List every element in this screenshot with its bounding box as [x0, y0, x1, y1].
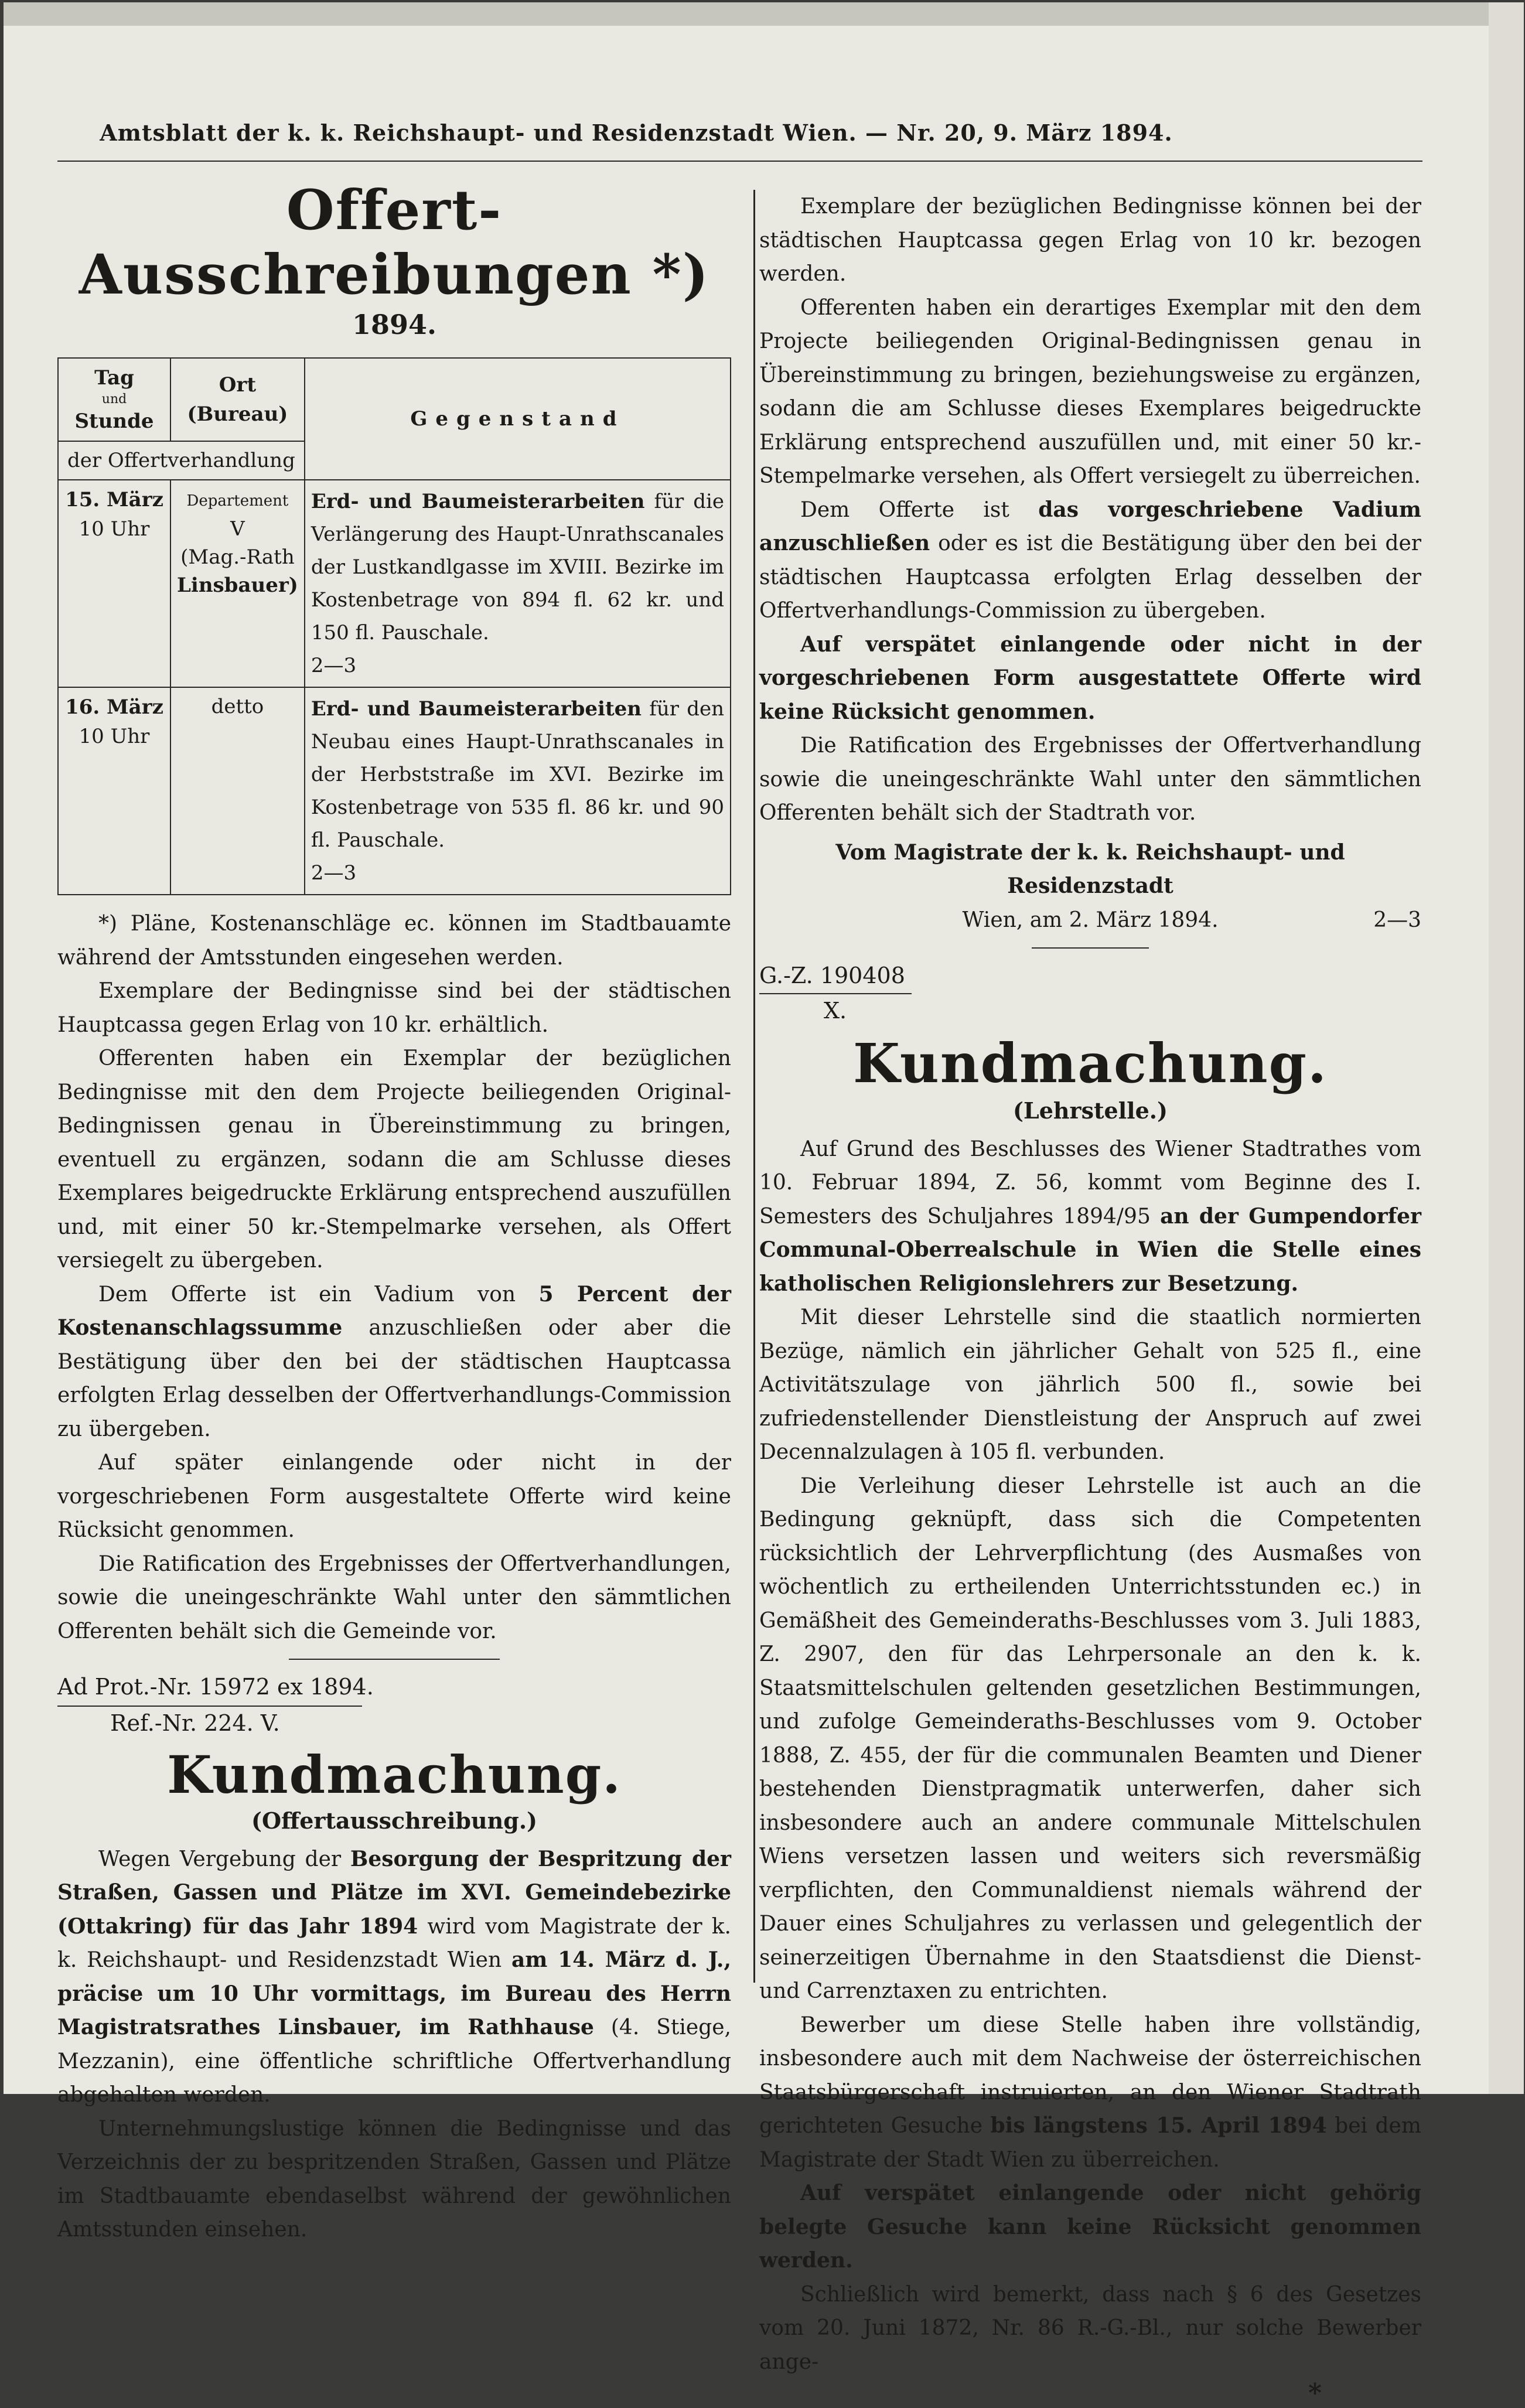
- r3-c: oder es ist die Bestätigung über den bei der städtischen Hauptcassa erfolgten Erlag desselben der Offertverhandlungs-Commission zu übergeben.: [759, 531, 1421, 623]
- section-rule: [289, 1659, 500, 1660]
- row1-date: [58, 480, 170, 687]
- row2-lead: Erd- und Baumeisterarbeiten: [311, 697, 642, 721]
- row1-ort-number: V: [230, 517, 245, 541]
- gz-x: X.: [824, 998, 847, 1024]
- k1-e: (4. Stiege, Mezzanin), eine öffentliche schriftliche Offertverhandlung abgehalten werden.: [57, 2015, 731, 2107]
- section-rule-right: [1032, 947, 1149, 949]
- scan-right-edge: [1489, 2, 1524, 2094]
- k1-b: Besorgung der Bespritzung der Straßen, Gassen und Plätze im XVI. Gemeindebezirke (Ottakring) für das Jahr 1894: [57, 1846, 731, 1939]
- row1-text: für die Verlängerung des Haupt-Unrathscanales der Lustkandlgasse im XVIII. Bezirke im Kostenbetrage von 894 fl. 62 kr. und 150 fl. Pauschale.: [311, 490, 724, 644]
- header-und: und: [101, 392, 127, 407]
- footnote-exemplare: Exemplare der Bedingnisse sind bei der städtischen Hauptcassa gegen Erlag von 10 kr. erhältlich.: [57, 979, 731, 1037]
- footnote-plans: *) Pläne, Kostenanschläge ec. können im Stadtbauamte während der Amtsstunden eingesehen werden.: [57, 912, 731, 970]
- offert-year: 1894.: [352, 309, 437, 340]
- row1-ort: [170, 480, 305, 687]
- right-para-ratification: Die Ratification des Ergebnisses der Offertverhandlung sowie die uneingeschränkte Wahl unter den sämmtlichen Offerenten behält sich der Stadtrath vor.: [759, 734, 1421, 825]
- header-cell-ort: [170, 358, 305, 441]
- row2-description: [305, 687, 731, 895]
- k1-c: wird vom Magistrate der k. k. Reichshaupt- und Residenzstadt Wien: [57, 1914, 731, 1972]
- column-divider: [753, 190, 755, 1983]
- row1-ort-magrath: (Mag.-Rath: [180, 545, 295, 569]
- row2-number: 2—3: [311, 861, 357, 885]
- footnote-ratification: Die Ratification des Ergebnisses der Offertverhandlungen, sowie die uneingeschränkte Wahl unter den sämmtlichen Offerenten behält sich die Gemeinde vor.: [57, 1551, 731, 1643]
- lehrstelle-para3: Die Verleihung dieser Lehrstelle ist auch an die Bedingung geknüpft, dass sich die Competenten rücksichtlich der Lehrverpflichtung (des Ausmaßes von wöchentlich zu ertheilenden Unterrichtsstunden ec.) in Gemäßheit des Gemeinderaths-Beschlusses vom 3. Juli 1883, Z. 2907, den für das Lehrpersonale an den k. k. Staatsmittelschulen geltenden gesetzlichen Bestimmungen, und zufolge Gemeinderaths-Beschlusses vom 9. October 1888, Z. 455, der für die communalen Beamten und Diener bestehenden Dienstpragmatik unterwerfen, daher sich insbesondere auch an andere communale Mittelschulen Wiens versetzen lassen und weiters sich reversmäßig verpflichten, den Communaldienst niemals während der Dauer eines Schuljahres zu verlassen und gelegentlich der seinerzeitigen Übernahme in den Staatsdienst die Dienst- und Carrenztaxen zu entrichten.: [759, 1474, 1421, 2003]
- row1-date-time: 10 Uhr: [79, 517, 150, 541]
- row2-date-time: 10 Uhr: [79, 725, 150, 748]
- kundmachung-subtitle-right: (Lehrstelle.): [1013, 1097, 1168, 1124]
- row2-date: [58, 687, 170, 895]
- right-para-offerenten: Offerenten haben ein derartiges Exemplar mit den dem Projecte beiliegenden Original-Bedingnissen genau in Übereinstimmung zu bringen, beziehungsweise zu ergänzen, sodann die am Schlusse dieses Exemplares beigedruckte Erklärung entsprechend auszufüllen und, mit einer 50 kr.-Stempelmarke versehen, als Offert versiegelt zu überreichen.: [759, 295, 1421, 488]
- ad-prot-ref: Ad Prot.-Nr. 15972 ex 1894.: [57, 1674, 374, 1700]
- page: [4, 2, 1521, 2408]
- kundmachung-subtitle-left: (Offertausschreibung.): [251, 1807, 538, 1834]
- s1-b: an der Gumpendorfer Communal-Oberrealschule in Wien die Stelle eines katholischen Religionslehrers zur Besetzung.: [759, 1203, 1421, 1296]
- row1-lead: Erd- und Baumeisterarbeiten: [311, 490, 645, 513]
- kundmachung-title-left: Kundmachung.: [167, 1744, 622, 1805]
- k1-a: Wegen Vergebung der: [98, 1847, 350, 1871]
- row1-date-day: 15. März: [65, 488, 163, 511]
- fn4-b: 5 Percent der Kostenanschlagssumme: [57, 1281, 731, 1340]
- offert-title: Offert-Ausschreibungen *): [79, 178, 710, 307]
- signature-date: Wien, am 2. März 1894.: [962, 908, 1219, 932]
- r3-b: das vorgeschriebene Vadium anzuschließen: [759, 497, 1422, 555]
- s4-c: bei dem Magistrate der Stadt Wien zu überreichen.: [759, 2114, 1421, 2172]
- right-para-late: Auf verspätet einlangende oder nicht in der vorgeschriebenen Form ausgestattete Offerte wird keine Rücksicht genommen.: [759, 632, 1421, 724]
- row1-number: 2—3: [311, 654, 357, 677]
- row1-ort-name: Linsbauer): [177, 574, 298, 597]
- row2-ort: detto: [170, 687, 305, 895]
- header-cell-gegenstand: Gegenstand: [305, 358, 731, 480]
- row2-text: für den Neubau eines Haupt-Unrathscanales in der Herbststraße im XVI. Bezirke im Kostenbetrage von 535 fl. 86 kr. und 90 fl. Pauschale.: [311, 697, 724, 852]
- footnotes: [57, 907, 731, 1648]
- s4-b: bis längstens 15. April 1894: [990, 2113, 1327, 2138]
- kundmachung-left-para1: [57, 1843, 731, 2112]
- fn4-a: Dem Offerte ist ein Vadium von: [98, 1282, 539, 1307]
- kundmachung-title-right: Kundmachung.: [852, 1032, 1328, 1095]
- right-para-vadium: [759, 493, 1421, 628]
- right-column: [759, 190, 1421, 2408]
- lehrstelle-para4: [759, 2008, 1421, 2177]
- gz-number: G.-Z. 190408: [759, 963, 905, 988]
- fn4-c: anzuschließen oder aber die Bestätigung über den bei der städtischen Hauptcassa erfolgten Erlag desselben der Offertverhandlungs-Commission zu übergeben.: [57, 1316, 731, 1441]
- header-stunde: Stunde: [74, 410, 154, 433]
- kundmachung-left-para2: Unternehmungslustige können die Bedingnisse und das Verzeichnis der zu bespritzenden Straßen, Gassen und Plätze im Stadtbauamte ebendaselbst während der gewöhnlichen Amtsstunden einsehen.: [57, 2116, 731, 2242]
- lehrstelle-para1: [759, 1133, 1421, 1301]
- s4-a: Bewerber um diese Stelle haben ihre vollständig, insbesondere auch mit dem Nachweise der österreichischen Staatsbürgerschaft instruierten, an den Wiener Stadtrath gerichteten Gesuche: [759, 2013, 1421, 2138]
- header-rule: [57, 161, 1422, 162]
- header-tag: Tag: [94, 366, 134, 390]
- footnote-vadium: [57, 1278, 731, 1447]
- row1-ort-dept: Departement: [186, 492, 289, 510]
- signature-line2: [759, 903, 1421, 937]
- header-cell-tag-stunde: [58, 358, 170, 441]
- subheader-offertverhandlung: der Offertverhandlung: [58, 441, 305, 480]
- left-column: [57, 178, 731, 2247]
- scan-top-edge: [4, 2, 1521, 26]
- header-ort: Ort: [219, 373, 257, 397]
- continuation-asterisk: *: [1308, 2378, 1322, 2408]
- offer-table: [57, 357, 731, 895]
- table-header-row: [58, 358, 731, 441]
- signature-number: 2—3: [1373, 908, 1421, 932]
- s1-a: Auf Grund des Beschlusses des Wiener Stadtrathes vom 10. Februar 1894, Z. 56, kommt vom Beginne des I. Semesters des Schuljahres 1894/95: [759, 1137, 1421, 1229]
- ref-number: Ref.-Nr. 224. V.: [110, 1710, 280, 1736]
- header-bureau: (Bureau): [187, 403, 288, 426]
- lehrstelle-para5: Auf verspätet einlangende oder nicht gehörig belegte Gesuche kann keine Rücksicht genommen werden.: [759, 2181, 1421, 2273]
- k1-d: am 14. März d. J., präcise um 10 Uhr vormittags, im Bureau des Herrn Magistratsrathes Linsbauer, im Rathhause: [57, 1947, 731, 2039]
- signature-line1: Vom Magistrate der k. k. Reichshaupt- und Residenzstadt: [835, 840, 1345, 898]
- footnote-offerenten: Offerenten haben ein Exemplar der bezüglichen Bedingnisse mit den dem Projecte beiliegenden Original-Bedingnissen genau in Übereinstimmung zu bringen, eventuell zu ergänzen, sodann die am Schlusse dieses Exemplares beigedruckte Erklärung entsprechend auszufüllen und, mit einer 50 kr.-Stempelmarke versehen, als Offert versiegelt zu übergeben.: [57, 1046, 731, 1273]
- footnote-late: Auf später einlangende oder nicht in der vorgeschriebenen Form ausgestaltete Offerte wird keine Rücksicht genommen.: [57, 1451, 731, 1542]
- running-header: Amtsblatt der k. k. Reichshaupt- und Residenzstadt Wien. — Nr. 20, 9. März 1894.: [100, 120, 1173, 146]
- table-row: [58, 480, 731, 687]
- table-row: [58, 687, 731, 895]
- row1-description: [305, 480, 731, 687]
- lehrstelle-para2: Mit dieser Lehrstelle sind die staatlich normierten Bezüge, nämlich ein jährlicher Gehalt von 525 fl., eine Activitätszulage von jährlich 500 fl., sowie bei zufriedenstellender Dienstleistung der Anspruch auf zwei Decennalzulagen à 105 fl. verbunden.: [759, 1305, 1421, 1464]
- lehrstelle-para6: Schließlich wird bemerkt, dass nach § 6 des Gesetzes vom 20. Juni 1872, Nr. 86 R.-G.-Bl., nur solche Bewerber ange-: [759, 2282, 1421, 2374]
- r3-a: Dem Offerte ist: [800, 497, 1039, 522]
- right-para-exemplare: Exemplare der bezüglichen Bedingnisse können bei der städtischen Hauptcassa gegen Erlag von 10 kr. bezogen werden.: [759, 195, 1421, 286]
- row2-date-day: 16. März: [65, 695, 163, 719]
